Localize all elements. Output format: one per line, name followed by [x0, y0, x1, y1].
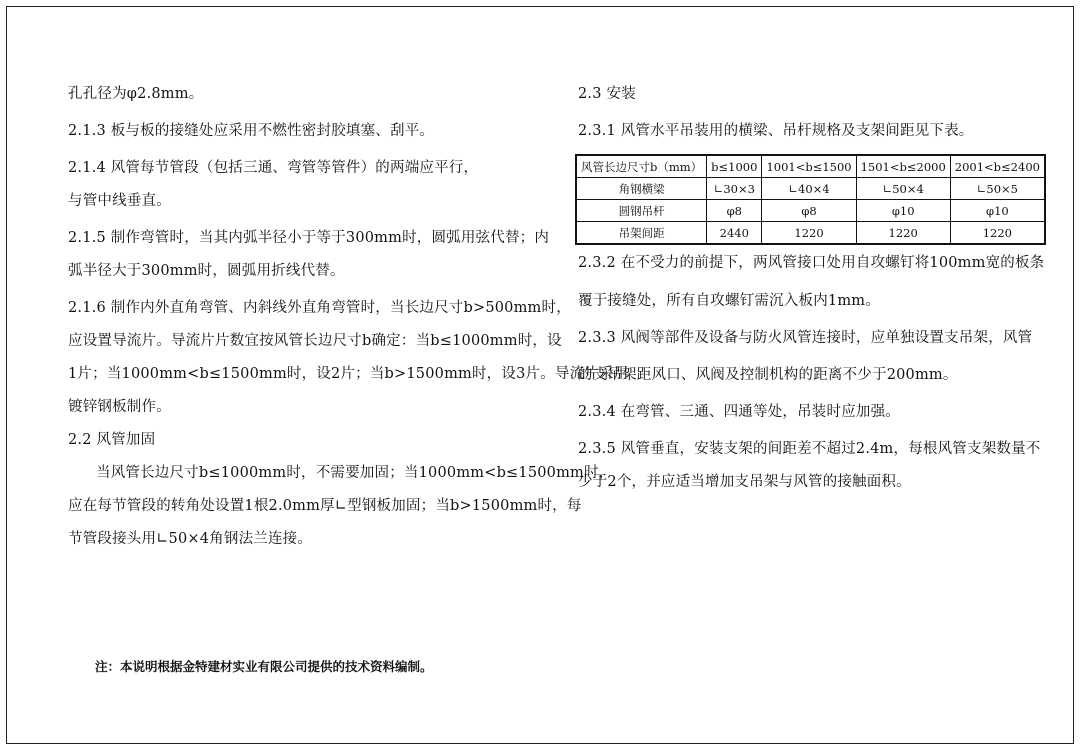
table-cell: 1001<b≤1500	[762, 155, 856, 178]
text-line: 2.1.4 风管每节管段（包括三通、弯管等管件）的两端应平行，	[68, 160, 479, 176]
table-cell: 角钢横梁	[576, 178, 707, 200]
table-cell: 1220	[950, 222, 1045, 245]
section-heading: 2.2 风管加固	[68, 432, 156, 448]
section-heading: 2.3 安装	[578, 86, 636, 102]
table-cell: ∟50×4	[856, 178, 950, 200]
table-cell: ∟50×5	[950, 178, 1045, 200]
table-cell: 1220	[856, 222, 950, 245]
table-cell: φ8	[762, 200, 856, 222]
table-row	[576, 178, 1045, 200]
table-row	[576, 222, 1045, 245]
table-cell: 1501<b≤2000	[856, 155, 950, 178]
text-line: 2.3.1 风管水平吊装用的横梁、吊杆规格及支架间距见下表。	[578, 123, 974, 139]
table-cell: 1220	[762, 222, 856, 245]
text-line: 孔孔径为φ2.8mm。	[68, 86, 204, 102]
text-line: 弧半径大于300mm时，圆弧用折线代替。	[68, 263, 345, 279]
table-cell: b≤1000	[707, 155, 762, 178]
text-line: 1片；当1000mm<b≤1500mm时，设2片；当b>1500mm时，设3片。导流片采用	[68, 366, 629, 382]
text-line: 2.3.3 风阀等部件及设备与防火风管连接时，应单独设置支吊架，风管	[578, 330, 1033, 346]
text-line: 镀锌钢板制作。	[68, 399, 171, 415]
text-line: 的支吊架距风口、风阀及控制机构的距离不少于200mm。	[578, 367, 958, 383]
text-line: 节管段接头用∟50×4角钢法兰连接。	[68, 531, 313, 547]
text-line: 当风管长边尺寸b≤1000mm时，不需要加固；当1000mm<b≤1500mm时，	[96, 465, 614, 481]
table-cell: 风管长边尺寸b（mm）	[576, 155, 707, 178]
text-line: 2.1.5 制作弯管时，当其内弧半径小于等于300mm时，圆弧用弦代替；内	[68, 230, 550, 246]
text-line: 2.3.4 在弯管、三通、四通等处，吊装时应加强。	[578, 404, 901, 420]
table-cell: 2440	[707, 222, 762, 245]
table-cell: φ8	[707, 200, 762, 222]
table-cell: 圆钢吊杆	[576, 200, 707, 222]
footnote: 注：本说明根据金特建材实业有限公司提供的技术资料编制。	[95, 659, 433, 674]
text-line: 应在每节管段的转角处设置1根2.0mm厚∟型钢板加固；当b>1500mm时，每	[68, 498, 582, 514]
table-cell: 2001<b≤2400	[950, 155, 1045, 178]
right-column	[578, 84, 1045, 509]
spec-table	[575, 154, 1046, 245]
text-line: 2.1.3 板与板的接缝处应采用不燃性密封胶填塞、刮平。	[68, 123, 435, 139]
table-cell: ∟30×3	[707, 178, 762, 200]
table-header-row	[576, 155, 1045, 178]
text-line: 少于2个，并应适当增加支吊架与风管的接触面积。	[578, 474, 911, 490]
table-cell: φ10	[856, 200, 950, 222]
text-line: 覆于接缝处，所有自攻螺钉需沉入板内1mm。	[578, 293, 880, 309]
table-row	[576, 200, 1045, 222]
text-line: 2.3.2 在不受力的前提下，两风管接口处用自攻螺钉将100mm宽的板条	[578, 255, 1045, 271]
text-line: 2.3.5 风管垂直，安装支架的间距差不超过2.4m，每根风管支架数量不	[578, 441, 1041, 457]
table-cell: φ10	[950, 200, 1045, 222]
table-cell: ∟40×4	[762, 178, 856, 200]
table-cell: 吊架间距	[576, 222, 707, 245]
text-line: 与管中线垂直。	[68, 193, 171, 209]
text-line: 2.1.6 制作内外直角弯管、内斜线外直角弯管时，当长边尺寸b>500mm时，	[68, 300, 571, 316]
text-line: 应设置导流片。导流片片数宜按风管长边尺寸b确定：当b≤1000mm时，设	[68, 333, 562, 349]
